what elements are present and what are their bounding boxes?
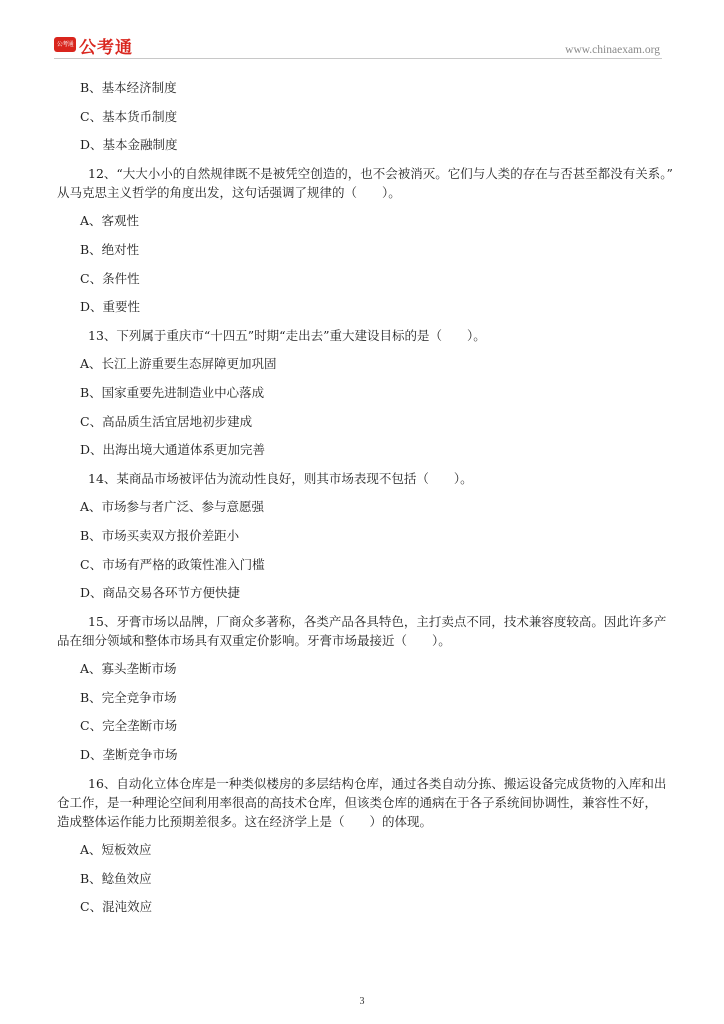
- answer-option: C、混沌效应: [80, 899, 153, 915]
- answer-option: B、完全竞争市场: [80, 689, 177, 705]
- answer-option: B、基本经济制度: [80, 80, 177, 95]
- answer-option: A、寡头垄断市场: [80, 661, 177, 677]
- question-text: 12、“大大小小的自然规律既不是被凭空创造的，也不会被消灭。它们与人类的存在与否甚至都没有关系。”: [88, 165, 673, 181]
- answer-option: B、市场买卖双方报价差距小: [80, 527, 240, 543]
- question-text: 15、牙膏市场以品牌，厂商众多著称，各类产品各具特色，主打卖点不同，技术兼容度较高。因此许多产: [88, 613, 667, 629]
- question-continuation: 造成整体运作能力比预期差很多。这在经济学上是（ ）的体现。: [57, 813, 433, 829]
- logo-badge: 公考通: [54, 37, 76, 52]
- answer-option: B、绝对性: [80, 241, 140, 257]
- question-continuation: 仓工作，是一种理论空间利用率很高的高技术仓库，但该类仓库的通病在于各子系统间协调性，兼容性不好，: [57, 794, 658, 810]
- answer-option: C、条件性: [80, 270, 140, 286]
- answer-option: B、国家重要先进制造业中心落成: [80, 384, 265, 400]
- answer-option: D、基本金融制度: [80, 137, 178, 153]
- answer-option: C、基本货币制度: [80, 108, 178, 124]
- answer-option: C、完全垄断市场: [80, 718, 178, 734]
- question-continuation: 从马克思主义哲学的角度出发，这句话强调了规律的（ ）。: [57, 184, 401, 200]
- answer-option: C、市场有严格的政策性准入门槛: [80, 556, 265, 572]
- answer-option: D、垄断竞争市场: [80, 747, 178, 763]
- page-number: 3: [359, 996, 365, 1007]
- question-text: 14、某商品市场被评估为流动性良好，则其市场表现不包括（ ）。: [88, 470, 473, 486]
- answer-option: C、高品质生活宜居地初步建成: [80, 413, 253, 429]
- logo-text: 公考通: [79, 38, 133, 58]
- answer-option: A、客观性: [80, 213, 140, 229]
- answer-option: B、鲶鱼效应: [80, 870, 152, 886]
- answer-option: D、商品交易各环节方便快捷: [80, 585, 241, 601]
- answer-option: D、出海出境大通道体系更加完善: [80, 442, 266, 458]
- site-url: www.chinaexam.org: [565, 44, 660, 56]
- question-text: 16、自动化立体仓库是一种类似楼房的多层结构仓库，通过各类自动分拣、搬运设备完成货物的入库和出: [88, 775, 667, 791]
- question-text: 13、下列属于重庆市“十四五”时期“走出去”重大建设目标的是（ ）。: [88, 327, 486, 343]
- answer-option: A、短板效应: [80, 842, 152, 858]
- answer-option: A、长江上游重要生态屏障更加巩固: [80, 356, 277, 372]
- header-divider: [54, 58, 662, 59]
- page-header: [0, 0, 724, 64]
- answer-option: D、重要性: [80, 299, 141, 315]
- question-continuation: 品在细分领域和整体市场具有双重定价影响。牙膏市场最接近（ ）。: [57, 632, 451, 648]
- answer-option: A、市场参与者广泛、参与意愿强: [80, 499, 265, 515]
- document-body: [54, 78, 673, 926]
